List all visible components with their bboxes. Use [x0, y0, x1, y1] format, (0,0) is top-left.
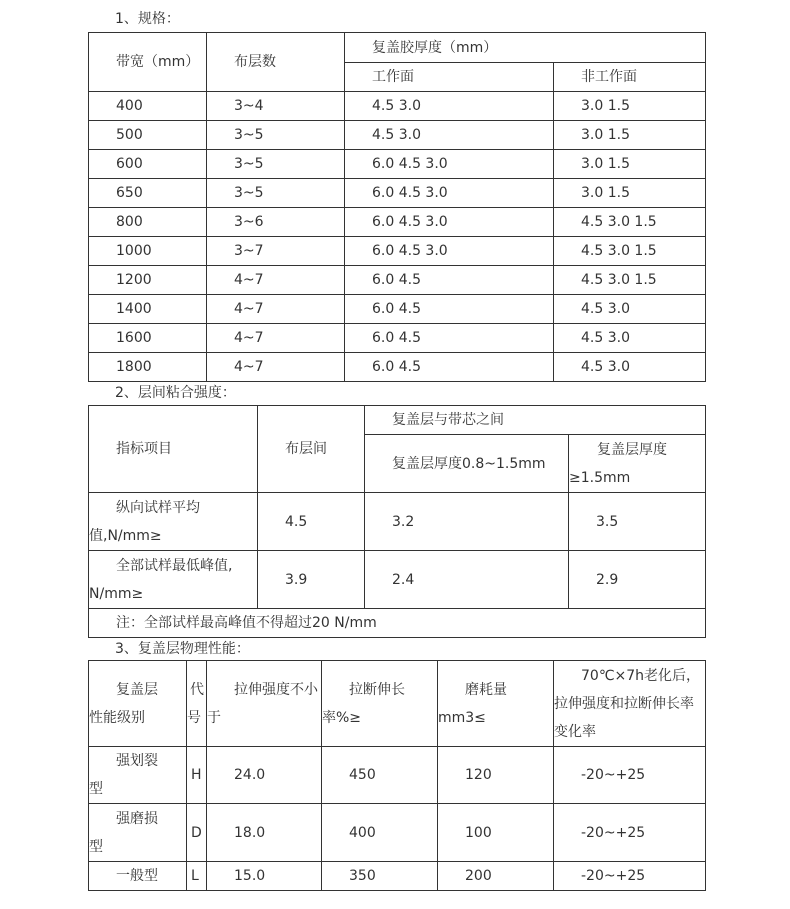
cell-width: 400 — [89, 92, 207, 121]
cell-elong: 350 — [322, 862, 438, 891]
cell-working: 6.0 4.5 — [345, 266, 554, 295]
cell-elong: 400 — [322, 804, 438, 862]
row1-thick: 3.5 — [569, 493, 706, 551]
cell-code: L — [187, 862, 207, 891]
row1-label-line2: 值,N/mm≥ — [89, 527, 162, 544]
cell-working: 6.0 4.5 3.0 — [345, 179, 554, 208]
row2-label — [89, 551, 258, 609]
header-grade-line2: 性能级别 — [89, 709, 145, 726]
table-row — [89, 747, 706, 804]
row2-ply: 3.9 — [258, 551, 365, 609]
header-grade-line1: 复盖层 — [116, 681, 158, 698]
cell-plies: 4~7 — [207, 353, 345, 382]
cell-working: 6.0 4.5 — [345, 324, 554, 353]
header-wear-line2: mm3≤ — [438, 709, 486, 726]
table-row — [89, 804, 706, 862]
header-elong-line2: 率%≥ — [322, 709, 362, 726]
row2-label-line2: N/mm≥ — [89, 585, 144, 602]
cell-code: D — [187, 804, 207, 862]
header-code — [187, 661, 207, 747]
cell-width: 1200 — [89, 266, 207, 295]
physical-table — [88, 660, 706, 891]
row2-label-line1: 全部试样最低峰值, — [116, 557, 233, 574]
header-working: 工作面 — [345, 63, 554, 92]
cell-working: 6.0 4.5 3.0 — [345, 237, 554, 266]
section2-title: 2、层间粘合强度： — [115, 385, 236, 401]
cell-nonworking: 3.0 1.5 — [554, 121, 706, 150]
header-grade — [89, 661, 187, 747]
header-aging-line3: 变化率 — [554, 723, 596, 740]
cell-grade — [89, 747, 187, 804]
adhesion-table — [88, 405, 706, 638]
cell-tensile: 15.0 — [207, 862, 322, 891]
cell-working: 6.0 4.5 3.0 — [345, 208, 554, 237]
cell-tensile: 18.0 — [207, 804, 322, 862]
header-between-plies: 布层间 — [258, 406, 365, 493]
cell-nonworking: 4.5 3.0 1.5 — [554, 266, 706, 295]
cell-aging: -20~+25 — [554, 804, 706, 862]
cell-width: 1000 — [89, 237, 207, 266]
header-aging-line2: 拉伸强度和拉断伸长率 — [554, 695, 694, 712]
cell-nonworking: 3.0 1.5 — [554, 179, 706, 208]
cell-width: 1400 — [89, 295, 207, 324]
cell-grade — [89, 862, 187, 891]
note: 注：全部试样最高峰值不得超过20 N/mm — [89, 609, 706, 638]
cell-width: 650 — [89, 179, 207, 208]
header-item: 指标项目 — [89, 406, 258, 493]
cell-code: H — [187, 747, 207, 804]
cell-nonworking: 4.5 3.0 — [554, 324, 706, 353]
cell-nonworking: 3.0 1.5 — [554, 150, 706, 179]
header-thin: 复盖层厚度0.8~1.5mm — [365, 435, 569, 493]
cell-wear: 200 — [438, 862, 554, 891]
cell-plies: 4~7 — [207, 324, 345, 353]
cell-grade-line2: 型 — [89, 838, 103, 855]
header-thick-line1: 复盖层厚度 — [597, 441, 667, 458]
cell-wear: 100 — [438, 804, 554, 862]
header-thick — [569, 435, 706, 493]
cell-nonworking: 3.0 1.5 — [554, 92, 706, 121]
cell-nonworking: 4.5 3.0 — [554, 295, 706, 324]
row1-thin: 3.2 — [365, 493, 569, 551]
header-thick-line2: ≥1.5mm — [569, 469, 631, 486]
table-row — [89, 324, 706, 353]
cell-width: 500 — [89, 121, 207, 150]
header-width: 带宽（mm） — [89, 33, 207, 92]
header-code-line1: 代 — [190, 681, 204, 698]
section1-title: 1、规格： — [115, 11, 180, 27]
table-row — [89, 266, 706, 295]
cell-plies: 3~6 — [207, 208, 345, 237]
spec-table — [88, 32, 706, 382]
row1-ply: 4.5 — [258, 493, 365, 551]
header-tensile-line2: 于 — [207, 709, 221, 726]
header-aging — [554, 661, 706, 747]
header-nonworking: 非工作面 — [554, 63, 706, 92]
header-aging-line1: 70℃×7h老化后， — [581, 667, 701, 684]
cell-width: 600 — [89, 150, 207, 179]
row2-thick: 2.9 — [569, 551, 706, 609]
cell-nonworking: 4.5 3.0 — [554, 353, 706, 382]
cell-width: 1800 — [89, 353, 207, 382]
cell-aging: -20~+25 — [554, 747, 706, 804]
cell-nonworking: 4.5 3.0 1.5 — [554, 208, 706, 237]
cell-plies: 3~5 — [207, 179, 345, 208]
header-wear — [438, 661, 554, 747]
cell-plies: 3~7 — [207, 237, 345, 266]
cell-grade-line1: 一般型 — [116, 868, 158, 884]
cell-working: 6.0 4.5 3.0 — [345, 150, 554, 179]
header-plies: 布层数 — [207, 33, 345, 92]
cell-plies: 3~5 — [207, 150, 345, 179]
cell-aging: -20~+25 — [554, 862, 706, 891]
header-cover-core: 复盖层与带芯之间 — [365, 406, 706, 435]
table-row — [89, 121, 706, 150]
cell-tensile: 24.0 — [207, 747, 322, 804]
header-elong-line1: 拉断伸长 — [349, 681, 405, 698]
cell-working: 6.0 4.5 — [345, 353, 554, 382]
table-row — [89, 179, 706, 208]
cell-width: 1600 — [89, 324, 207, 353]
cell-grade-line1: 强磨损 — [116, 810, 158, 827]
cell-wear: 120 — [438, 747, 554, 804]
header-tensile — [207, 661, 322, 747]
row1-label-line1: 纵向试样平均 — [116, 499, 200, 516]
cell-elong: 450 — [322, 747, 438, 804]
table-row — [89, 353, 706, 382]
table-row — [89, 862, 706, 891]
cell-grade-line2: 型 — [89, 781, 103, 797]
header-wear-line1: 磨耗量 — [465, 681, 507, 698]
header-code-line2: 号 — [187, 709, 201, 726]
cell-grade-line1: 强划裂 — [116, 753, 158, 769]
cell-working: 4.5 3.0 — [345, 92, 554, 121]
table-row — [89, 92, 706, 121]
cell-plies: 4~7 — [207, 295, 345, 324]
cell-grade — [89, 804, 187, 862]
cell-working: 6.0 4.5 — [345, 295, 554, 324]
header-thickness: 复盖胶厚度（mm） — [345, 33, 706, 63]
cell-plies: 3~4 — [207, 92, 345, 121]
table-row — [89, 237, 706, 266]
cell-working: 4.5 3.0 — [345, 121, 554, 150]
cell-plies: 3~5 — [207, 121, 345, 150]
header-tensile-line1: 拉伸强度不小 — [234, 681, 318, 698]
header-elong — [322, 661, 438, 747]
cell-plies: 4~7 — [207, 266, 345, 295]
table-row — [89, 150, 706, 179]
cell-nonworking: 4.5 3.0 1.5 — [554, 237, 706, 266]
table-row — [89, 295, 706, 324]
row2-thin: 2.4 — [365, 551, 569, 609]
table-row — [89, 208, 706, 237]
row1-label — [89, 493, 258, 551]
cell-width: 800 — [89, 208, 207, 237]
section3-title: 3、复盖层物理性能： — [115, 641, 250, 657]
